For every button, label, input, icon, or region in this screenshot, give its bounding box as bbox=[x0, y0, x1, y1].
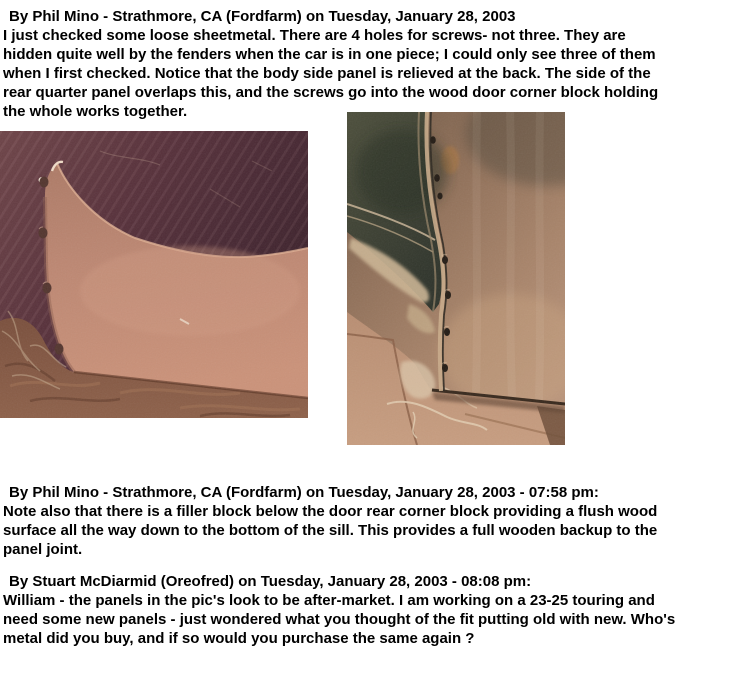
post-1 bbox=[0, 7, 754, 121]
rusty-quarter-panel-photo bbox=[347, 112, 565, 445]
post-2-body-line: surface all the way down to the bottom of the sill. This provides a full wooden backup to the bbox=[3, 522, 658, 539]
post-1-body-line: the whole works together. bbox=[3, 103, 188, 120]
post-3-body-line: William - the panels in the pic's look to be after-market. I am working on a 23-25 touring and bbox=[3, 592, 655, 609]
post-2-body-line: panel joint. bbox=[3, 541, 83, 558]
post-3-body-line: need some new panels - just wondered what you thought of the fit putting old with new. Who's bbox=[3, 611, 676, 628]
post-3-body-line: metal did you buy, and if so would you purchase the same again ? bbox=[3, 630, 475, 647]
post-1-body-line: rear quarter panel overlaps this, and the screws go into the wood door corner block holding bbox=[3, 84, 659, 101]
post-1-body-line: hidden quite well by the fenders when the car is in one piece; I could only see three of them bbox=[3, 46, 656, 63]
post-3-header: By Stuart McDiarmid (Oreofred) on Tuesday, January 28, 2003 - 08:08 pm: bbox=[9, 573, 532, 590]
post-1-body-line: I just checked some loose sheetmetal. There are 4 holes for screws- not three. They are bbox=[3, 27, 626, 44]
post-2-header: By Phil Mino - Strathmore, CA (Fordfarm) on Tuesday, January 28, 2003 - 07:58 pm: bbox=[9, 484, 599, 501]
post-1-header: By Phil Mino - Strathmore, CA (Fordfarm) on Tuesday, January 28, 2003 bbox=[9, 8, 516, 25]
post-1-body-line: when I first checked. Notice that the body side panel is relieved at the back. The side of the bbox=[3, 65, 651, 82]
post-3 bbox=[0, 572, 754, 648]
post-2-body-line: Note also that there is a filler block below the door rear corner block providing a flush wood bbox=[3, 503, 658, 520]
body-side-panel-photo bbox=[0, 131, 308, 418]
post-2 bbox=[0, 483, 754, 559]
